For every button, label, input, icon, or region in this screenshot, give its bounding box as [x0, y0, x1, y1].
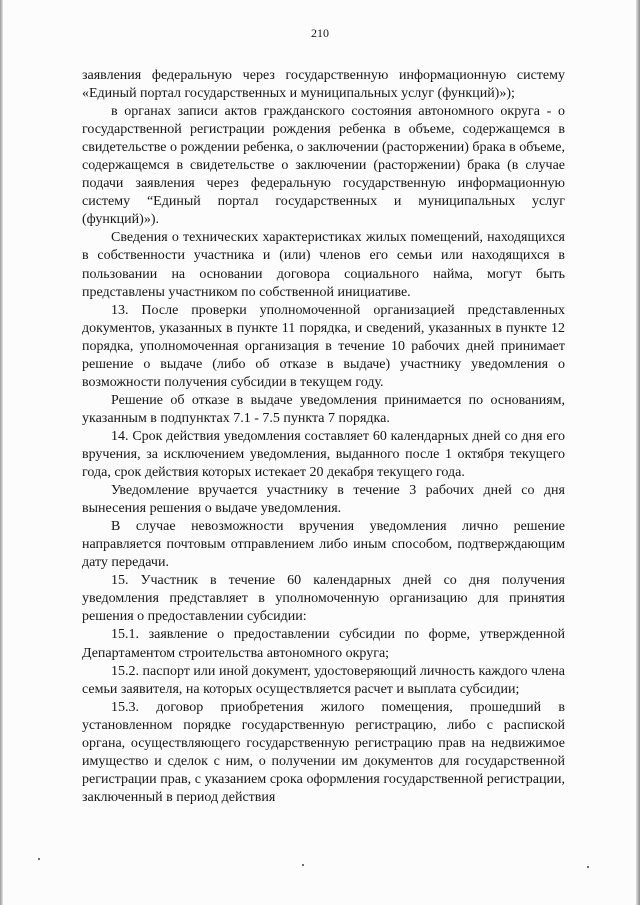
document-body: [82, 67, 565, 807]
scan-edge-right: [636, 0, 640, 905]
paragraph-continuation: заявления федеральную через государственную информационную систему «Единый портал государственных и муниципальных услуг (функций)»);: [82, 68, 565, 102]
scan-speck: [38, 858, 40, 860]
paragraph-15: 15. Участник в течение 60 календарных дней со дня получения уведомления представляет в уполномоченную организацию для принятия решения о предоставлении субсидии:: [82, 573, 565, 625]
paragraph-14: 14. Срок действия уведомления составляет 60 календарных дней со дня его вручения, за исключением уведомления, выданного после 1 октября текущего года, срок действия которых истекает 20 декабря текущего года.: [82, 428, 565, 481]
paragraph-mail: В случае невозможности вручения уведомления лично решение направляется почтовым отправлением либо иным способом, подтверждающим дату передачи.: [82, 519, 565, 571]
page-number: 210: [311, 26, 329, 40]
paragraph-refusal: Решение об отказе в выдаче уведомления принимается по основаниям, указанным в подпунктах 7.1 - 7.5 пункта 7 порядка.: [82, 392, 565, 426]
scan-speck: [302, 864, 304, 866]
paragraph-15-3: 15.3. договор приобретения жилого помещения, прошедший в установленном порядке государственную регистрацию, либо с распиской органа, осуществляющего государственную регистрацию прав на недвижимое имущество и сделок с ним, о получении им документов для государственной регистрации прав, с указанием срока оформления государственной регистрации, заключенный в период действия: [82, 699, 565, 805]
scan-edge-left: [0, 0, 3, 905]
paragraph-15-1: 15.1. заявление о предоставлении субсидии по форме, утвержденной Департаментом строительства автономного округа;: [82, 627, 565, 661]
paragraph-housing-info: Сведения о технических характеристиках жилых помещений, находящихся в собственности участника и (или) членов его семьи или находящихся в пользовании на основании договора социального найма, могут быть представлены участником по собственной инициативе.: [82, 230, 565, 300]
paragraph-15-2: 15.2. паспорт или иной документ, удостоверяющий личность каждого члена семьи заявителя, на которых осуществляется расчет и выплата субсидии;: [82, 663, 565, 697]
paragraph-delivery: Уведомление вручается участнику в течение 3 рабочих дней со дня вынесения решения о выдаче уведомления.: [82, 483, 565, 517]
scan-speck: [587, 866, 589, 868]
paragraph-civil-registry: в органах записи актов гражданского состояния автономного округа - о государственной регистрации рождения ребенка в объеме, содержащемся в свидетельстве о рождении ребенка, о заключении (расторжении) брака в объеме, содержащемся в свидетельстве о заключении (расторжении) брака (в случае подачи заявления через федеральную государственную информационную систему “Единый портал государственных и муниципальных услуг (функций)»).: [82, 104, 565, 228]
paragraph-13: 13. После проверки уполномоченной организацией представленных документов, указанных в пункте 11 порядка, и сведений, указанных в пункте 12 порядка, уполномоченная организация в течение 10 рабочих дней принимает решение о выдаче (либо об отказе в выдаче) участнику уведомления о возможности получения субсидии в текущем году.: [82, 302, 565, 390]
